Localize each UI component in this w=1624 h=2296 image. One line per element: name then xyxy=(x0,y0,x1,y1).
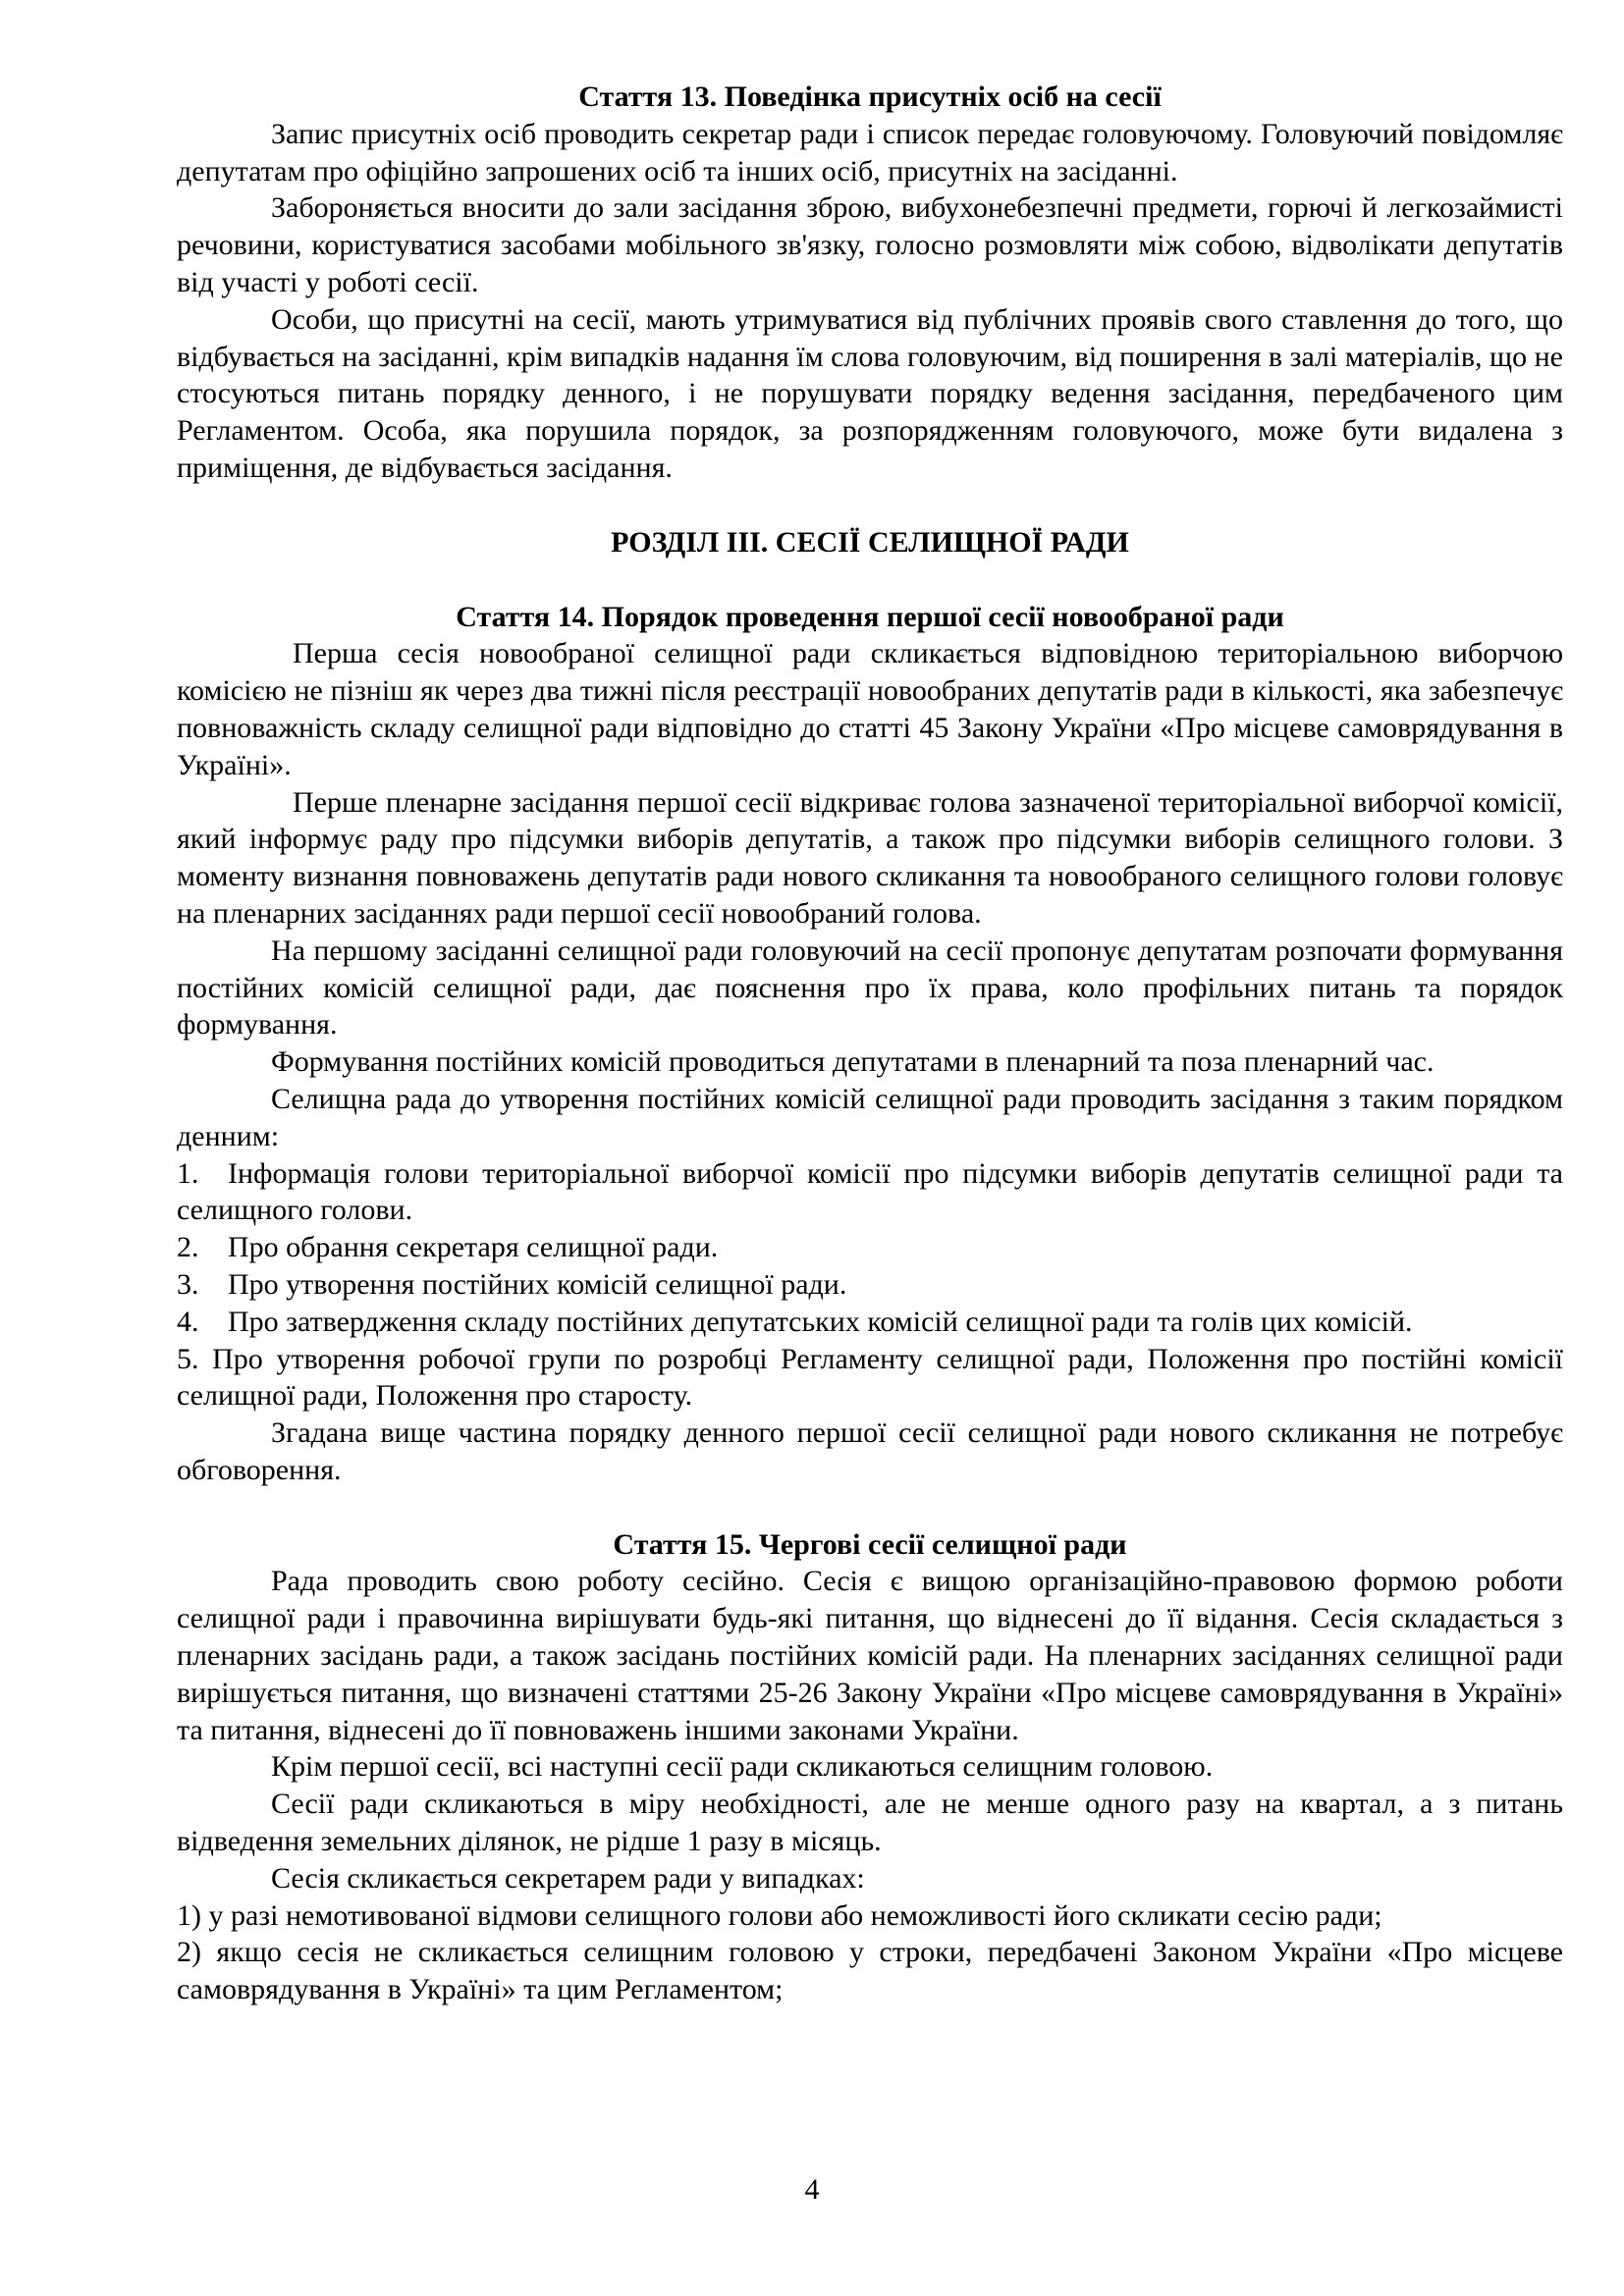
article-15-paragraph-3: Сесії ради скликаються в міру необхідності, але не менше одного разу на квартал, а з питань відведення земельних ділянок, не рідше 1 разу в місяць. xyxy=(177,1788,1563,1858)
article-14-paragraph-2: Перше пленарне засідання першої сесії відкриває голова зазначеної територіальної виборчої комісії, який інформує раду про підсумки виборів депутатів, а також про підсумки виборів селищного голови. З моменту визнання повноважень депутатів ради нового скликання та новообраного селищного голови головує на пленарних засіданнях ради першої сесії новообраний голова. xyxy=(177,785,1563,930)
document-page xyxy=(177,79,1563,2008)
article-15-case-1: 1) у разі немотивованої відмови селищного голови або неможливості його скликати сесію ради; xyxy=(177,1898,1382,1932)
article-14-paragraph-4: Формування постійних комісій проводиться депутатами в пленарний та поза пленарний час. xyxy=(271,1045,1435,1079)
article-14-paragraph-3: На першому засіданні селищної ради головуючий на сесії пропонує депутатам розпочати формування постійних комісій селищної ради, дає пояснення про їх права, коло профільних питань та порядок формування. xyxy=(177,934,1563,1041)
article-14-closing: Згадана вище частина порядку денного першої сесії селищної ради нового скликання не потребує обговорення. xyxy=(177,1416,1563,1486)
agenda-item-3: 3. Про утворення постійних комісій селищної ради. xyxy=(177,1267,847,1301)
article-15-heading: Стаття 15. Чергові сесії селищної ради xyxy=(613,1527,1127,1561)
article-13-paragraph-3: Особи, що присутні на сесії, мають утримуватися від публічних проявів свого ставлення до того, що відбувається на засіданні, крім випадків надання їм слова головуючим, від поширення в залі матеріалів, що не стосуються питань порядку денного, і не порушувати порядку ведення засідання, передбаченого цим Регламентом. Особа, яка порушила порядок, за розпорядженням головуючого, може бути видалена з приміщення, де відбувається засідання. xyxy=(177,302,1563,484)
article-15-paragraph-2: Крім першої сесії, всі наступні сесії ради скликаються селищним головою. xyxy=(271,1750,1214,1784)
article-15-case-2: 2) якщо сесія не скликається селищним головою у строки, передбачені Законом України «Про місцеве самоврядування в Україні» та цим Регламентом; xyxy=(177,1936,1563,2006)
article-15-paragraph-1: Рада проводить свою роботу сесійно. Сесія є вищою організаційно-правовою формою роботи селищної ради і правочинна вирішувати будь-які питання, що віднесені до її відання. Сесія складається з пленарних засідань ради, а також засідань постійних комісій ради. На пленарних засіданнях селищної ради вирішується питання, що визначені статтями 25-26 Закону України «Про місцеве самоврядування в Україні» та питання, віднесені до її повноважень іншими законами України. xyxy=(177,1565,1563,1746)
article-14-paragraph-5: Селищна рада до утворення постійних комісій селищної ради проводить засідання з таким порядком денним: xyxy=(177,1082,1563,1152)
article-13-paragraph-1: Запис присутніх осіб проводить секретар ради і список передає головуючому. Головуючий повідомляє депутатам про офіційно запрошених осіб та інших осіб, присутніх на засіданні. xyxy=(177,117,1563,187)
section-3-heading: РОЗДІЛ ІІІ. СЕСІЇ СЕЛИЩНОЇ РАДИ xyxy=(611,525,1129,559)
agenda-item-1: 1. Інформація голови територіальної виборчої комісії про підсумки виборів депутатів селищної ради та селищного голови. xyxy=(177,1156,1563,1227)
page-number: 4 xyxy=(804,2173,820,2206)
article-14-heading: Стаття 14. Порядок проведення першої сесії новообраної ради xyxy=(456,600,1284,633)
article-13-heading: Стаття 13. Поведінка присутніх осіб на сесії xyxy=(578,80,1162,113)
agenda-item-2: 2. Про обрання секретаря селищної ради. xyxy=(177,1231,719,1264)
article-15-paragraph-4: Сесія скликається секретарем ради у випадках: xyxy=(271,1861,865,1895)
article-13-paragraph-2: Забороняється вносити до зали засідання зброю, вибухонебезпечні предмети, горючі й легкозаймисті речовини, користуватися засобами мобільного зв'язку, голосно розмовляти між собою, відволікати депутатів від участі у роботі сесії. xyxy=(177,191,1563,298)
agenda-item-5: 5. Про утворення робочої групи по розробці Регламенту селищної ради, Положення про постійні комісії селищної ради, Положення про старосту. xyxy=(177,1342,1564,1413)
article-14-paragraph-1: Перша сесія новообраної селищної ради скликається відповідною територіальною виборчою комісією не пізніш як через два тижні після реєстрації новообраних депутатів ради в кількості, яка забезпечує повноважність складу селищної ради відповідно до статті 45 Закону України «Про місцеве самоврядування в Україні». xyxy=(177,637,1563,781)
agenda-item-4: 4. Про затвердження складу постійних депутатських комісій селищної ради та голів цих комісій. xyxy=(177,1305,1413,1338)
